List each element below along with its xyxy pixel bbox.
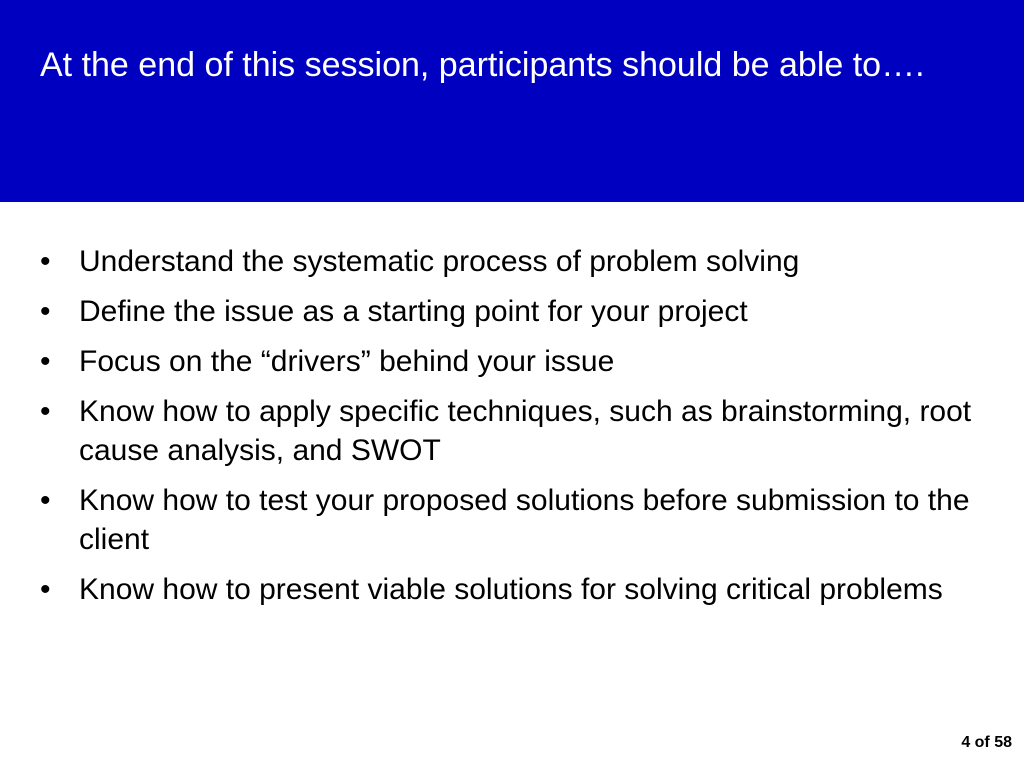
bullet-icon: • — [40, 295, 51, 328]
bullet-icon: • — [40, 484, 51, 517]
bullet-text: Focus on the “drivers” behind your issue — [79, 345, 615, 378]
bullet-icon: • — [40, 395, 51, 428]
bullet-item — [40, 392, 980, 470]
bullet-text: Define the issue as a starting point for your project — [79, 295, 748, 328]
bullet-icon: • — [40, 345, 51, 378]
bullet-text: Understand the systematic process of problem solving — [79, 245, 800, 278]
bullet-item — [40, 570, 980, 609]
bullet-text: Know how to apply specific techniques, such as brainstorming, root cause analysis, and SWOT — [79, 395, 972, 467]
bullet-item — [40, 481, 980, 559]
bullet-icon: • — [40, 573, 51, 606]
bullet-list — [40, 242, 980, 620]
title-bar — [0, 0, 1024, 202]
bullet-item — [40, 342, 980, 381]
bullet-text: Know how to test your proposed solutions before submission to the client — [79, 484, 970, 556]
bullet-item — [40, 242, 980, 281]
slide-title: At the end of this session, participants should be able to…. — [40, 46, 925, 84]
bullet-icon: • — [40, 245, 51, 278]
bullet-item — [40, 292, 980, 331]
page-counter: 4 of 58 — [961, 734, 1012, 751]
bullet-text: Know how to present viable solutions for solving critical problems — [79, 573, 943, 606]
